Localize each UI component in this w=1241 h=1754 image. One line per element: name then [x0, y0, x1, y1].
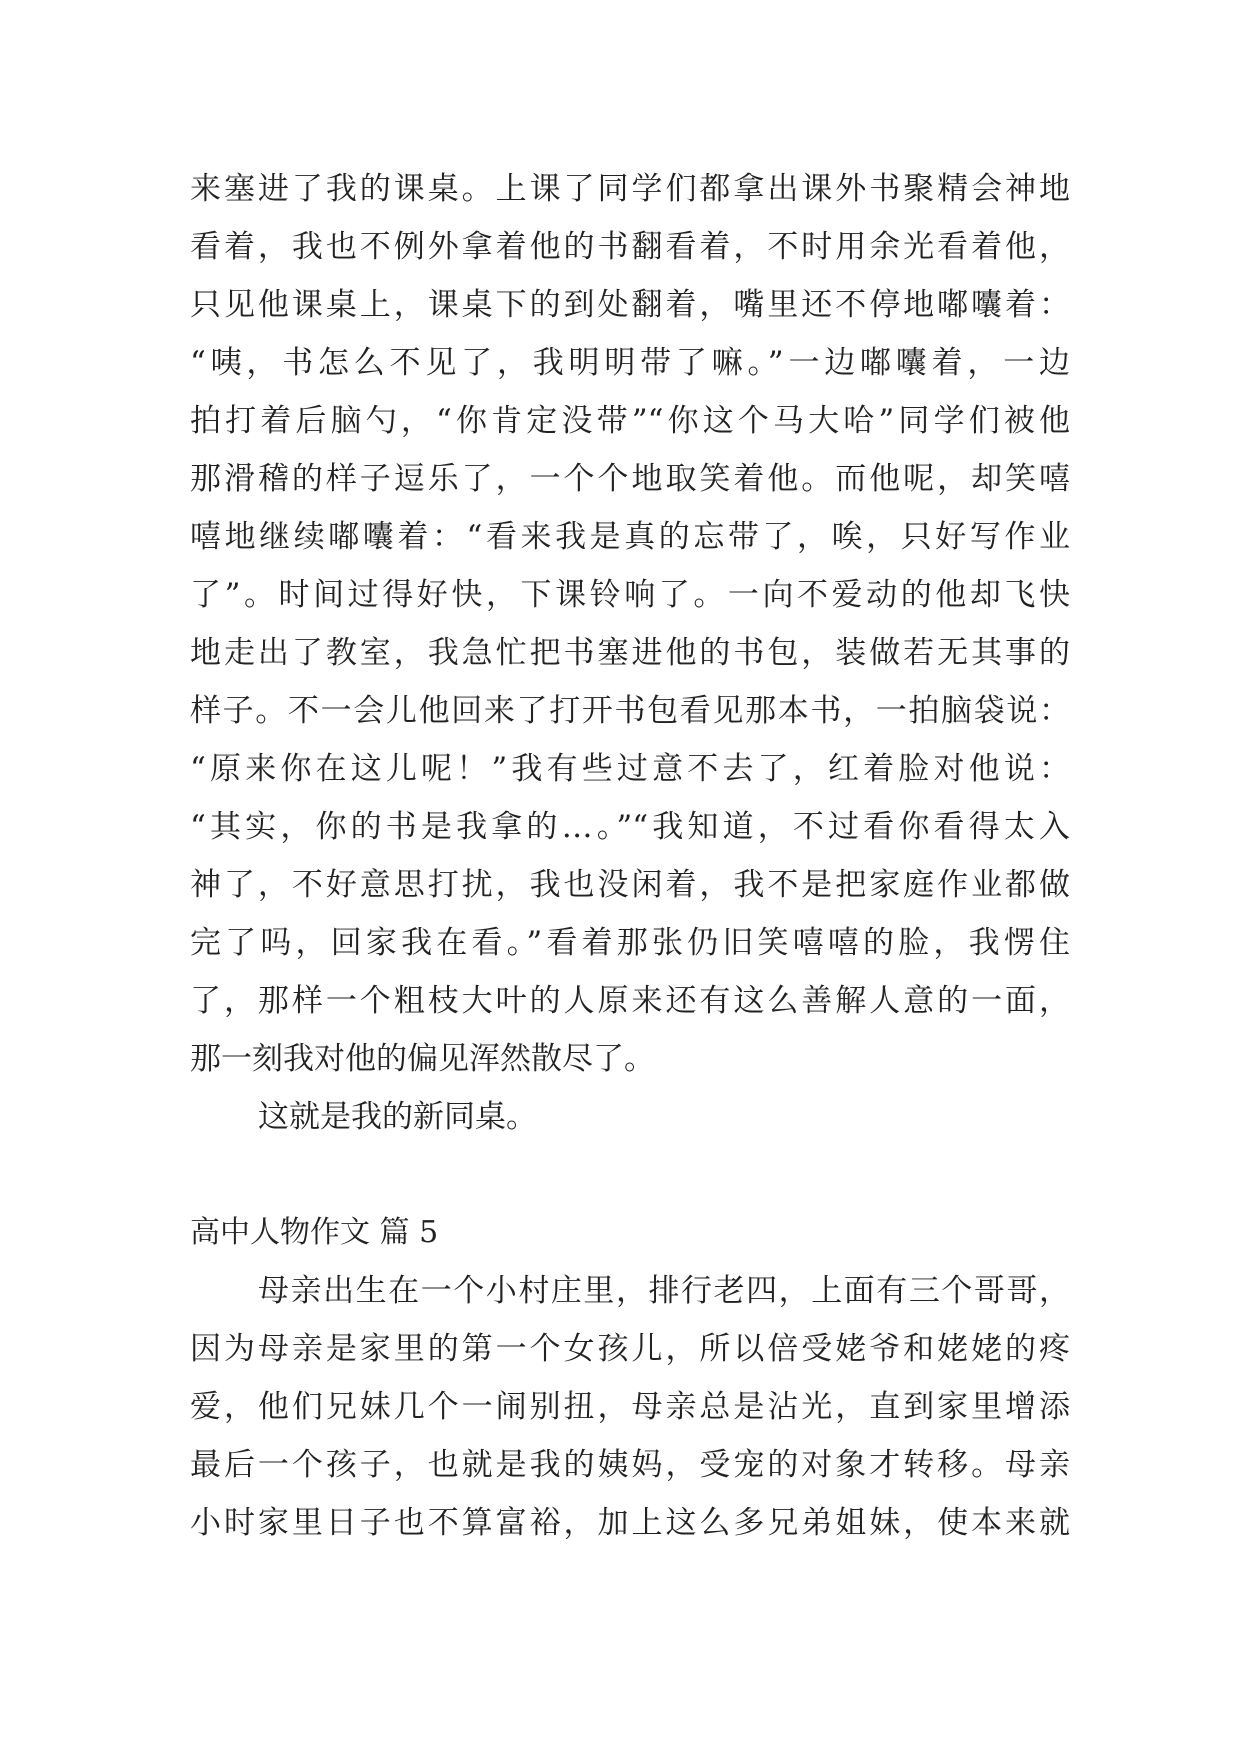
paragraph-conclusion	[190, 1088, 1070, 1146]
essay-text	[190, 160, 1070, 1552]
text-line: “原来你在这儿呢！”我有些过意不去了，红着脸对他说：	[190, 751, 1070, 787]
text-line: 了，那样一个粗枝大叶的人原来还有这么善解人意的一面，	[190, 983, 1070, 1019]
text-line: 拍打着后脑勺，“你肯定没带”“你这个马大哈”同学们被他	[190, 403, 1070, 439]
text-line: 只见他课桌上，课桌下的到处翻着，嘴里还不停地嘟囔着：	[190, 287, 1070, 323]
text-line: 爱，他们兄妹几个一闹别扭，母亲总是沾光，直到家里增添	[190, 1389, 1070, 1425]
text-line: 小时家里日子也不算富裕，加上这么多兄弟姐妹，使本来就	[190, 1505, 1070, 1541]
text-line: 那滑稽的样子逗乐了，一个个地取笑着他。而他呢，却笑嘻	[190, 461, 1070, 497]
text-line: 这就是我的新同桌。	[258, 1099, 537, 1135]
text-line: 来塞进了我的课桌。上课了同学们都拿出课外书聚精会神地	[190, 171, 1070, 207]
text-line: 嘻地继续嘟囔着：“看来我是真的忘带了，唉，只好写作业	[190, 519, 1070, 555]
text-line: 母亲出生在一个小村庄里，排行老四，上面有三个哥哥，	[258, 1273, 1070, 1309]
section-heading: 高中人物作文 篇 5	[190, 1215, 439, 1250]
text-line: 神了，不好意思打扰，我也没闲着，我不是把家庭作业都做	[190, 867, 1070, 903]
paragraph-mother-story	[190, 1262, 1070, 1552]
text-line: 完了吗，回家我在看。”看着那张仍旧笑嘻嘻的脸，我愣住	[190, 925, 1070, 961]
text-line: 样子。不一会儿他回来了打开书包看见那本书，一拍脑袋说：	[190, 693, 1070, 729]
paragraph-story-continuation	[190, 160, 1070, 1088]
text-line: 了”。时间过得好快，下课铃响了。一向不爱动的他却飞快	[190, 577, 1070, 613]
text-line: “咦，书怎么不见了，我明明带了嘛。”一边嘟囔着，一边	[190, 345, 1070, 381]
text-line: “其实，你的书是我拿的…。”“我知道，不过看你看得太入	[190, 809, 1070, 845]
paragraph-spacer	[190, 1146, 1070, 1204]
text-line: 因为母亲是家里的第一个女孩儿，所以倍受姥爷和姥姥的疼	[190, 1331, 1070, 1367]
text-line: 地走出了教室，我急忙把书塞进他的书包，装做若无其事的	[190, 635, 1070, 671]
text-line: 看着，我也不例外拿着他的书翻看着，不时用余光看着他，	[190, 229, 1070, 265]
text-line: 那一刻我对他的偏见浑然散尽了。	[190, 1041, 655, 1077]
text-line: 最后一个孩子，也就是我的姨妈，受宠的对象才转移。母亲	[190, 1447, 1070, 1483]
